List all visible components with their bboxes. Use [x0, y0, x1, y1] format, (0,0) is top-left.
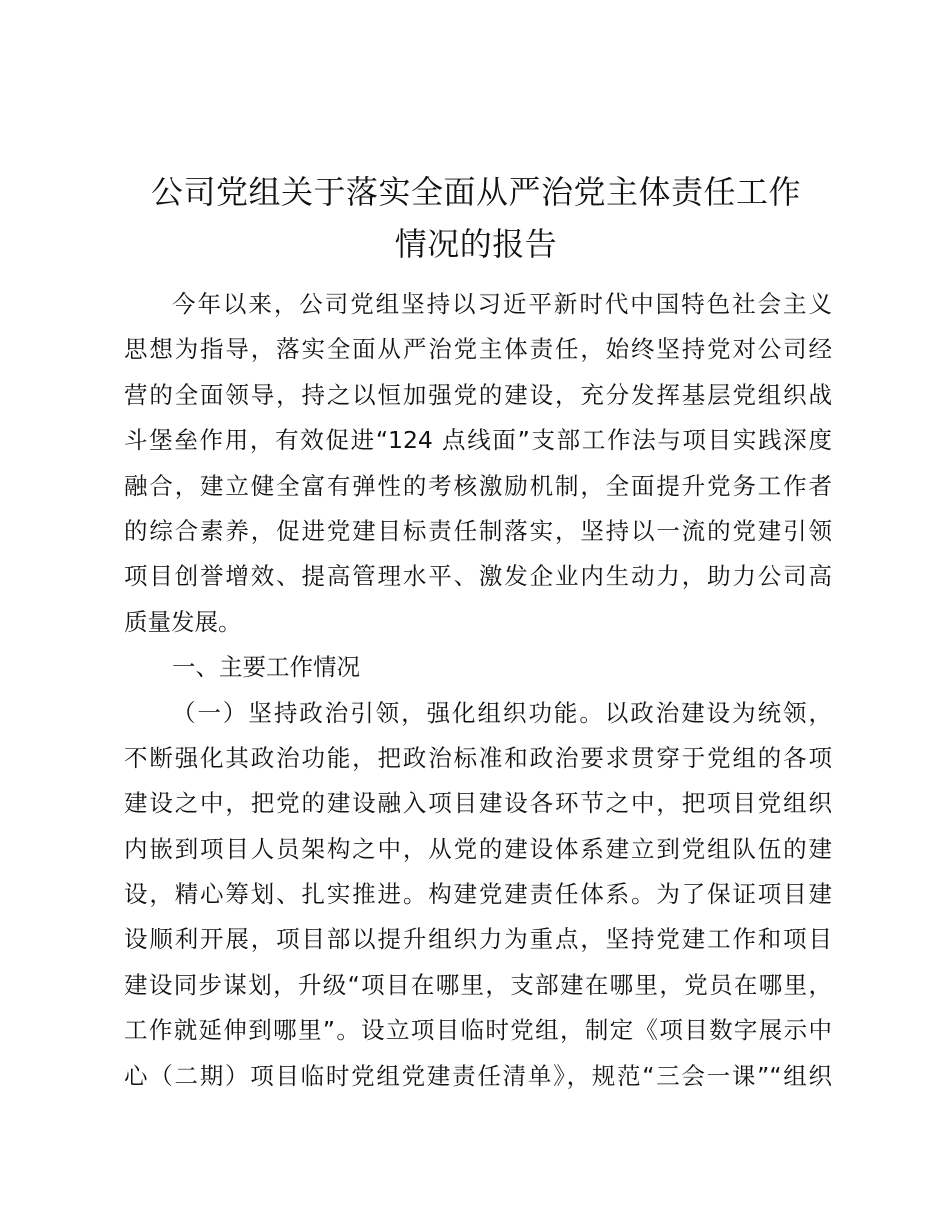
- body-line: 内嵌到项目人员架构之中，从党的建设体系建立到党组队伍的建: [124, 834, 832, 863]
- document-body: [124, 282, 832, 1099]
- body-line: 心（二期）项目临时党组党建责任清单》，规范“三会一课”“组织: [124, 1061, 832, 1090]
- body-line: 今年以来，公司党组坚持以习近平新时代中国特色社会主义: [172, 290, 832, 318]
- body-line: 设顺利开展，项目部以提升组织力为重点，坚持党建工作和项目: [124, 925, 832, 954]
- body-line: 建设同步谋划，升级“项目在哪里，支部建在哪里，党员在哪里，: [124, 970, 832, 999]
- body-line: 质量发展。: [124, 607, 242, 636]
- body-line: 的综合素养，促进党建目标责任制落实，坚持以一流的党建引领: [124, 516, 832, 545]
- title-line: 情况的报告: [394, 225, 558, 263]
- body-line: 思想为指导，落实全面从严治党主体责任，始终坚持党对公司经: [124, 335, 832, 364]
- body-line: （一）坚持政治引领，强化组织功能。以政治建设为统领，: [172, 698, 832, 727]
- body-line: 斗堡垒作用，有效促进“124 点线面”支部工作法与项目实践深度: [124, 426, 832, 455]
- body-line: 不断强化其政治功能，把政治标准和政治要求贯穿于党组的各项: [124, 743, 832, 772]
- body-line: 营的全面领导，持之以恒加强党的建设，充分发挥基层党组织战: [124, 380, 832, 409]
- title-line: 公司党组关于落实全面从严治党主体责任工作: [150, 173, 801, 211]
- body-line: 工作就延伸到哪里”。设立项目临时党组，制定《项目数字展示中: [124, 1016, 832, 1045]
- body-line: 设，精心筹划、扎实推进。构建党建责任体系。为了保证项目建: [124, 880, 832, 909]
- document-title: [120, 166, 832, 270]
- body-line: 一、主要工作情况: [172, 653, 360, 682]
- body-line: 项目创誉增效、提高管理水平、激发企业内生动力，助力公司高: [124, 562, 832, 591]
- body-line: 融合，建立健全富有弹性的考核激励机制，全面提升党务工作者: [124, 471, 832, 500]
- body-line: 建设之中，把党的建设融入项目建设各环节之中，把项目党组织: [124, 789, 832, 818]
